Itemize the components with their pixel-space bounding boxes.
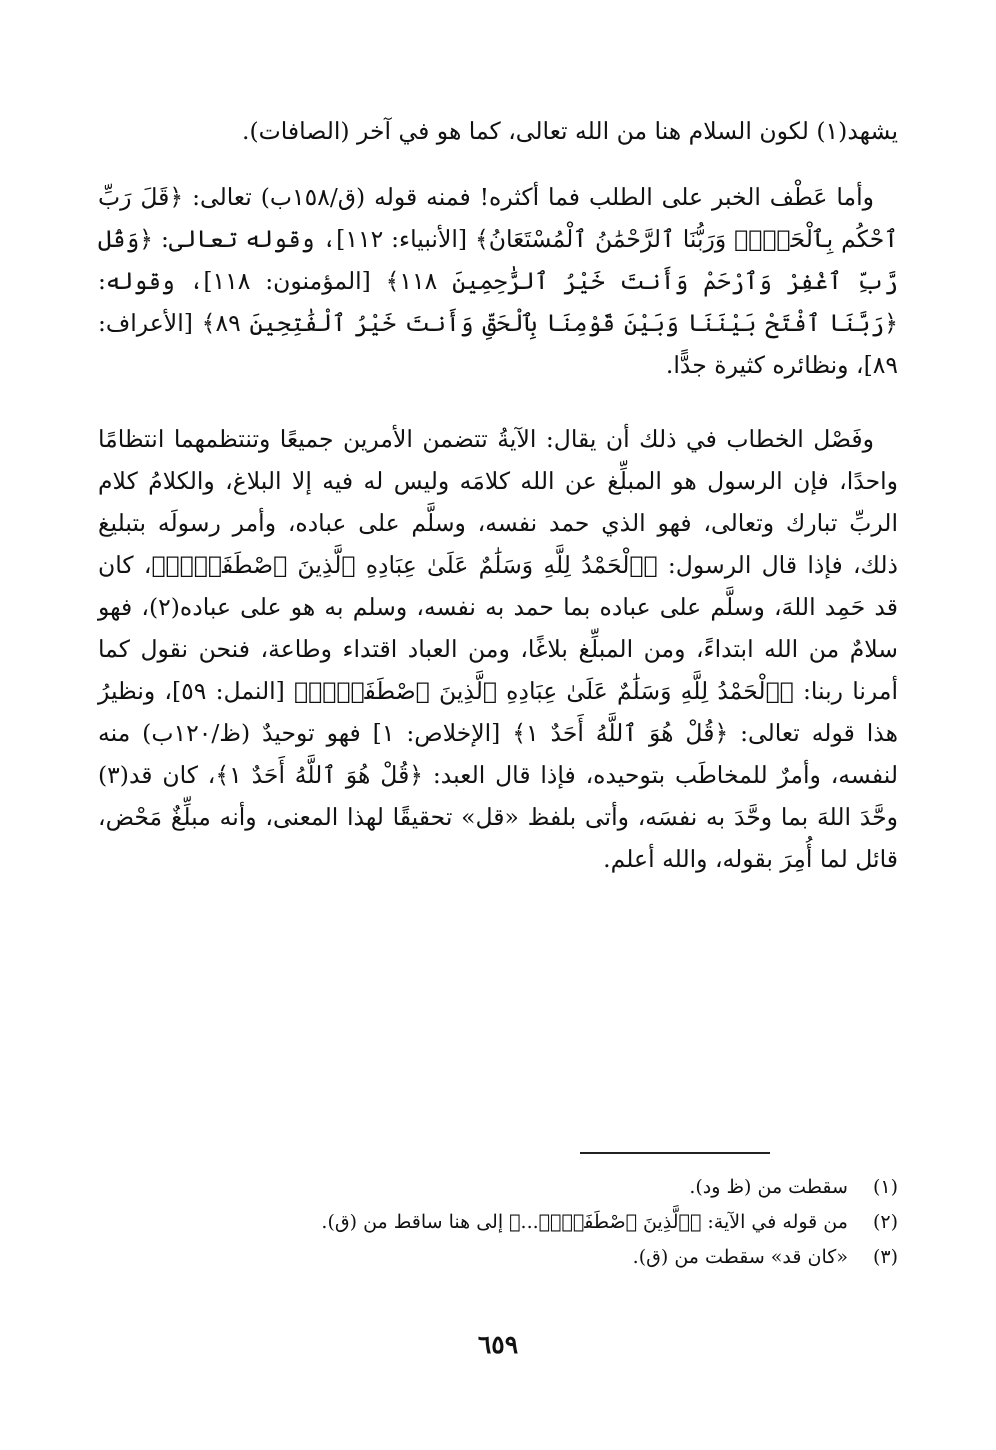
paragraph-1: يشهد(١) لكون السلام هنا من الله تعالى، كما هو في آخر (الصافات). xyxy=(242,117,898,145)
page-number: ٦٥٩ xyxy=(477,1330,519,1359)
footnote-2 xyxy=(98,1205,898,1240)
footnote-1 xyxy=(98,1170,898,1205)
footnote-text: سقطت من (ظ ود). xyxy=(689,1176,848,1198)
footnote-text: «كان قد» سقطت من (ق). xyxy=(632,1246,848,1268)
page-body xyxy=(98,110,898,880)
footnote-3 xyxy=(98,1240,898,1275)
footnotes xyxy=(98,1170,898,1275)
footnote-text: من قوله في الآية: ﴿ٱلَّذِينَ ٱصْطَفَىٰٓۗ...﴾ إلى هنا ساقط من (ق). xyxy=(321,1211,848,1233)
footnote-number: (١) xyxy=(872,1176,898,1198)
paragraph-2: وأما عَطْف الخبر على الطلب فما أكثره! فمنه قوله (ق/١٥٨ب) تعالى: ﴿قَلَ رَبِّ ٱحْكُم بِٱلْحَقِّۗ وَرَبُّنَا ٱلرَّحْمَٰنُ ٱلْمُسْتَعَانُ﴾ [الأنبياء: ١١٢]، وقوله تعالى: ﴿وَقُل رَّبِّ ٱغْفِرْ وَٱرْحَمْ وَأَنتَ خَيْرُ ٱلرَّٰحِمِينَ ١١٨﴾ [المؤمنون: ١١٨]، وقوله: ﴿رَبَّنَا ٱفْتَحْ بَيْنَنَا وَبَيْنَ قَوْمِنَا بِٱلْحَقِّ وَأَنتَ خَيْرُ ٱلْفَٰتِحِينَ ٨٩﴾ [الأعراف: ٨٩]، ونظائره كثيرة جدًّا. xyxy=(98,183,898,379)
footnote-number: (٢) xyxy=(872,1211,898,1233)
footnote-number: (٣) xyxy=(872,1246,898,1268)
footnote-divider xyxy=(580,1152,770,1154)
paragraph-3: وفَصْل الخطاب في ذلك أن يقال: الآيةُ تتضمن الأمرين جميعًا وتنتظمهما انتظامًا واحدًا، فإن الرسول هو المبلِّغ عن الله كلامَه وليس له فيه إلا البلاغ، والكلامُ كلام الربِّ تبارك وتعالى، فهو الذي حمد نفسه، وسلَّم على عباده، وأمر رسولَه بتبليغ ذلك، فإذا قال الرسول: ﴿ٱلْحَمْدُ لِلَّهِ وَسَلَٰمٌ عَلَىٰ عِبَادِهِ ٱلَّذِينَ ٱصْطَفَىٰٓۗ﴾، كان قد حَمِد اللهَ، وسلَّم على عباده بما حمد به نفسه، وسلم به هو على عباده(٢)، فهو سلامٌ من الله ابتداءً، ومن المبلِّغ بلاغًا، ومن العباد اقتداء وطاعة، فنحن نقول كما أمرنا ربنا: ﴿ٱلْحَمْدُ لِلَّهِ وَسَلَٰمٌ عَلَىٰ عِبَادِهِ ٱلَّذِينَ ٱصْطَفَىٰٓۗ﴾ [النمل: ٥٩]، ونظيرُ هذا قوله تعالى: ﴿قُلْ هُوَ ٱللَّهُ أَحَدٌ ١﴾ [الإخلاص: ١] فهو توحيدٌ (ظ/١٢٠ب) منه لنفسه، وأمرٌ للمخاطَب بتوحيده، فإذا قال العبد: ﴿قُلْ هُوَ ٱللَّهُ أَحَدٌ ١﴾، كان قد(٣) وحَّدَ اللهَ بما وحَّدَ به نفسَه، وأتى بلفظ «قل» تحقيقًا لهذا المعنى، وأنه مبلِّغٌ مَحْض، قائل لما أُمِرَ بقوله، والله أعلم. xyxy=(98,425,899,873)
